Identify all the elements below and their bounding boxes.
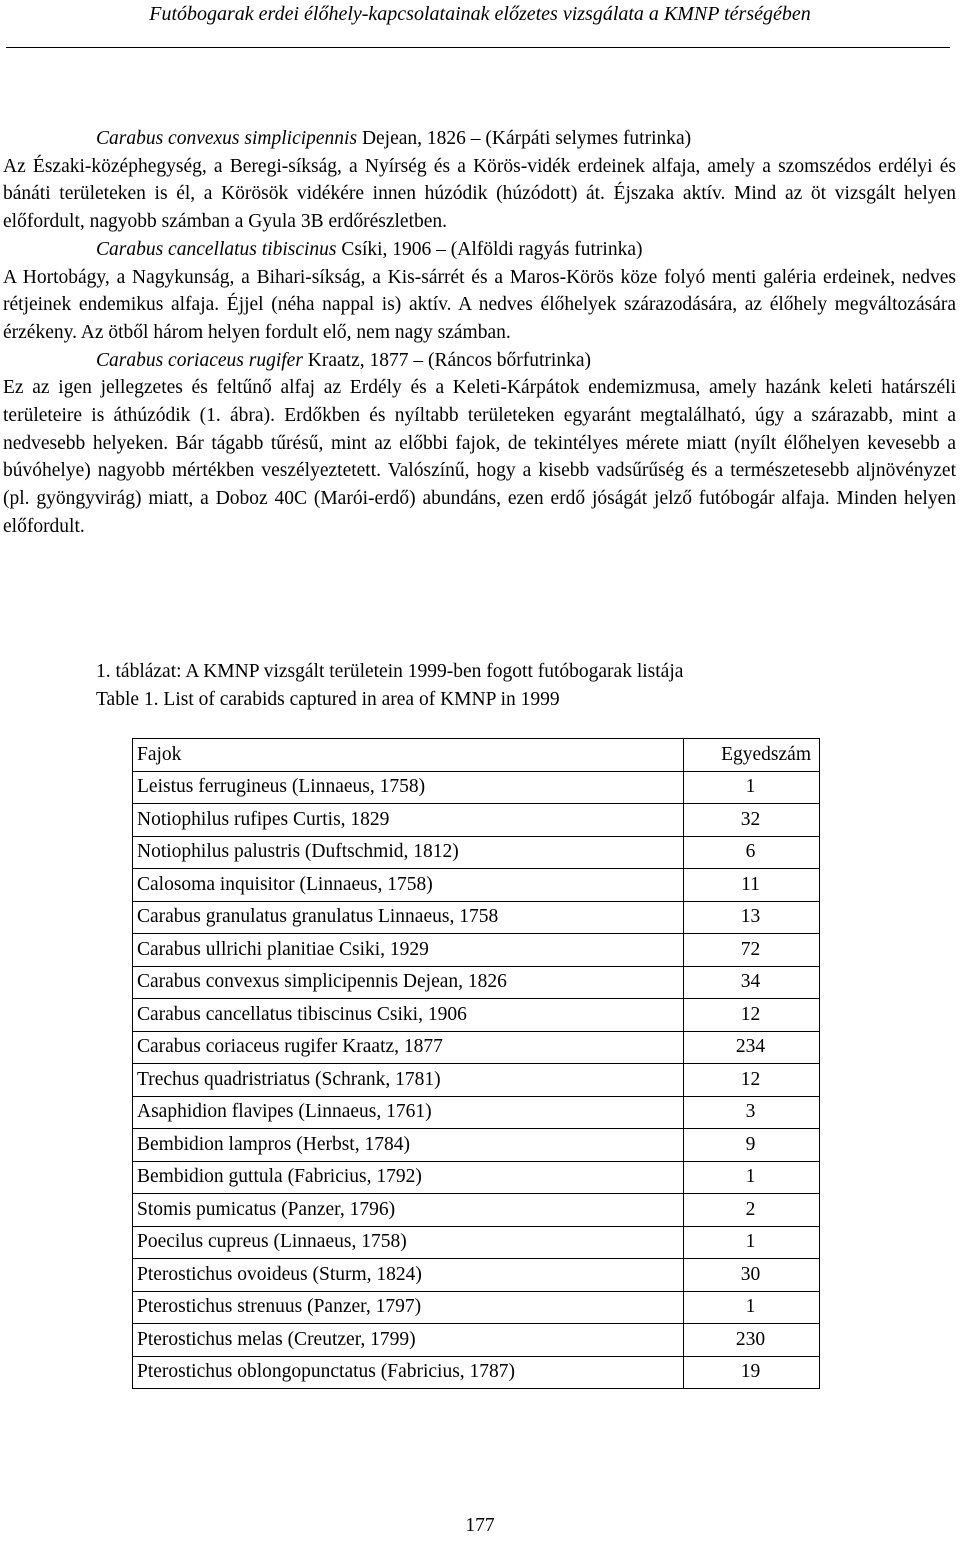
table-row bbox=[133, 771, 820, 804]
species-cell: Asaphidion flavipes (Linnaeus, 1761) bbox=[133, 1096, 684, 1129]
table-caption bbox=[96, 658, 683, 714]
species-cell: Pterostichus ovoideus (Sturm, 1824) bbox=[133, 1259, 684, 1292]
count-cell: 72 bbox=[684, 934, 820, 967]
species-description-cancellatus: A Hortobágy, a Nagykunság, a Bihari-síkság, a Kis-sárrét és a Maros-Körös köze folyó menti galéria erdeinek, nedves rétjeinek endemikus alfaja. Éjjel (néha nappal is) aktív. A nedves élőhelyek szárazodására, az élőhely megváltozására érzékeny. Az ötből három helyen fordult elő, nem nagy számban. bbox=[3, 266, 956, 343]
species-cell: Bembidion guttula (Fabricius, 1792) bbox=[133, 1161, 684, 1194]
count-cell: 9 bbox=[684, 1129, 820, 1162]
species-cell: Carabus cancellatus tibiscinus Csiki, 1906 bbox=[133, 999, 684, 1032]
count-cell: 34 bbox=[684, 966, 820, 999]
species-author: Csíki, 1906 – (Alföldi ragyás futrinka) bbox=[336, 238, 643, 260]
species-name: Carabus coriaceus rugifer bbox=[96, 349, 303, 371]
count-cell: 13 bbox=[684, 901, 820, 934]
species-cell: Notiophilus rufipes Curtis, 1829 bbox=[133, 804, 684, 837]
header-count: Egyedszám bbox=[684, 739, 820, 772]
species-cell: Pterostichus strenuus (Panzer, 1797) bbox=[133, 1291, 684, 1324]
species-cell: Pterostichus melas (Creutzer, 1799) bbox=[133, 1324, 684, 1357]
count-cell: 234 bbox=[684, 1031, 820, 1064]
species-name: Carabus convexus simplicipennis bbox=[96, 128, 358, 149]
table-row bbox=[133, 1226, 820, 1259]
table-row bbox=[133, 966, 820, 999]
count-cell: 6 bbox=[684, 836, 820, 869]
table-row bbox=[133, 1031, 820, 1064]
species-heading-coriaceus bbox=[3, 347, 956, 375]
species-author: Dejean, 1826 – (Kárpáti selymes futrinka) bbox=[357, 128, 692, 149]
count-cell: 1 bbox=[684, 1226, 820, 1259]
count-cell: 2 bbox=[684, 1194, 820, 1227]
species-cell: Leistus ferrugineus (Linnaeus, 1758) bbox=[133, 771, 684, 804]
species-author: Kraatz, 1877 – (Ráncos bőrfutrinka) bbox=[302, 349, 591, 371]
species-cell: Carabus coriaceus rugifer Kraatz, 1877 bbox=[133, 1031, 684, 1064]
table-caption-hu: 1. táblázat: A KMNP vizsgált területein 1999-ben fogott futóbogarak listája bbox=[96, 661, 684, 682]
table-row bbox=[133, 1259, 820, 1292]
header-species: Fajok bbox=[133, 739, 684, 772]
table-row bbox=[133, 1194, 820, 1227]
count-cell: 1 bbox=[684, 1291, 820, 1324]
header-rule bbox=[6, 47, 950, 48]
species-cell: Notiophilus palustris (Duftschmid, 1812) bbox=[133, 836, 684, 869]
species-heading-convexus bbox=[3, 125, 956, 153]
species-cell: Pterostichus oblongopunctatus (Fabricius, 1787) bbox=[133, 1356, 684, 1389]
count-cell: 30 bbox=[684, 1259, 820, 1292]
table-row bbox=[133, 1324, 820, 1357]
species-cell: Trechus quadristriatus (Schrank, 1781) bbox=[133, 1064, 684, 1097]
species-cell: Carabus ullrichi planitiae Csiki, 1929 bbox=[133, 934, 684, 967]
table-row bbox=[133, 1129, 820, 1162]
table-row bbox=[133, 804, 820, 837]
species-cell: Carabus convexus simplicipennis Dejean, 1826 bbox=[133, 966, 684, 999]
table-row bbox=[133, 1161, 820, 1194]
body-text bbox=[3, 125, 956, 541]
table-row bbox=[133, 901, 820, 934]
table-row bbox=[133, 999, 820, 1032]
count-cell: 11 bbox=[684, 869, 820, 902]
species-cell: Carabus granulatus granulatus Linnaeus, 1758 bbox=[133, 901, 684, 934]
species-cell: Calosoma inquisitor (Linnaeus, 1758) bbox=[133, 869, 684, 902]
table-row bbox=[133, 1291, 820, 1324]
species-description-convexus: Az Északi-középhegység, a Beregi-síkság, a Nyírség és a Körös-vidék erdeinek alfaja, amely a szomszédos erdélyi és bánáti területeken is él, a Körösök vidékére innen húzódik (húzódott) át. Éjszaka aktív. Mind az öt vizsgált helyen előfordult, nagyobb számban a Gyula 3B erdőrészletben. bbox=[3, 155, 956, 233]
table-row bbox=[133, 869, 820, 902]
table-caption-en: Table 1. List of carabids captured in area of KMNP in 1999 bbox=[96, 689, 560, 710]
species-cell: Bembidion lampros (Herbst, 1784) bbox=[133, 1129, 684, 1162]
table-row bbox=[133, 1064, 820, 1097]
species-description-coriaceus: Ez az igen jellegzetes és feltűnő alfaj az Erdély és a Keleti-Kárpátok endemizmusa, amely hazánk keleti határszéli területeire is áthúzódik (1. ábra). Erdőkben és nyíltabb területeken egyaránt megtalálható, úgy a szárazabb, mint a nedvesebb helyeken. Bár tágabb tűrésű, mint az előbbi fajok, de tekintélyes mérete miatt (nyílt élőhelyen kevesebb a búvóhelye) nagyobb mértékben veszélyeztetett. Valószínű, hogy a kisebb vadsűrűség és a természetesebb aljnövényzet (pl. gyöngyvirág) miatt, a Doboz 40C (Marói-erdő) abundáns, ezen erdő jóságát jelző futóbogár alfaja. Minden helyen előfordult. bbox=[3, 377, 956, 537]
table-row bbox=[133, 934, 820, 967]
count-cell: 12 bbox=[684, 999, 820, 1032]
running-header: Futóbogarak erdei élőhely-kapcsolatainak előzetes vizsgálata a KMNP térségében bbox=[149, 3, 811, 25]
count-cell: 1 bbox=[684, 771, 820, 804]
page-number: 177 bbox=[465, 1515, 495, 1536]
species-cell: Stomis pumicatus (Panzer, 1796) bbox=[133, 1194, 684, 1227]
species-table bbox=[132, 738, 820, 1389]
table-row bbox=[133, 836, 820, 869]
count-cell: 3 bbox=[684, 1096, 820, 1129]
table-row bbox=[133, 1096, 820, 1129]
species-cell: Poecilus cupreus (Linnaeus, 1758) bbox=[133, 1226, 684, 1259]
count-cell: 19 bbox=[684, 1356, 820, 1389]
table-header-row bbox=[133, 739, 820, 772]
count-cell: 230 bbox=[684, 1324, 820, 1357]
species-heading-cancellatus bbox=[3, 236, 956, 264]
species-name: Carabus cancellatus tibiscinus bbox=[96, 238, 337, 260]
table-body bbox=[133, 771, 820, 1389]
table-row bbox=[133, 1356, 820, 1389]
count-cell: 1 bbox=[684, 1161, 820, 1194]
count-cell: 12 bbox=[684, 1064, 820, 1097]
count-cell: 32 bbox=[684, 804, 820, 837]
